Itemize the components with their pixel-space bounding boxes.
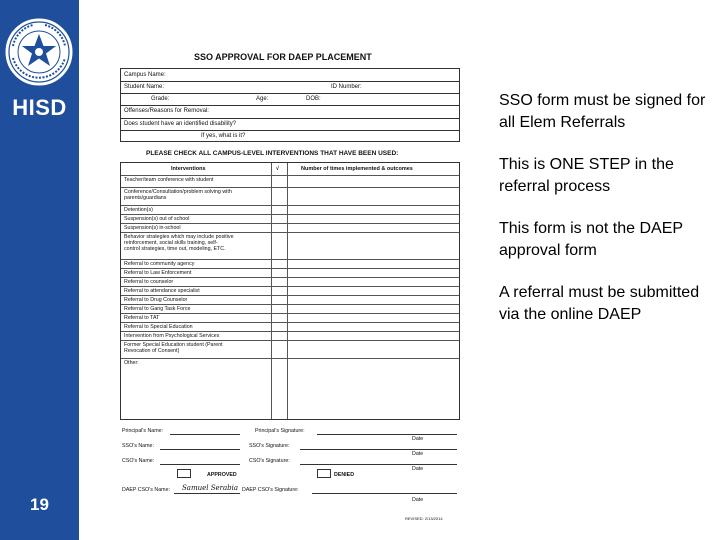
- table-row-divider: [121, 322, 459, 323]
- check-header: √: [276, 166, 280, 172]
- note-item: A referral must be submitted via the online DAEP: [499, 284, 700, 323]
- page-number: 19: [30, 495, 49, 514]
- approved-label: APPROVED: [207, 472, 237, 478]
- intervention-item: Referral to attendance specialist: [124, 288, 200, 294]
- table-row-divider: [121, 205, 459, 206]
- date-label: Date: [412, 497, 424, 503]
- sso-approval-form-image: [112, 46, 468, 540]
- intervention-item: Teacher/team conference with student: [124, 177, 214, 183]
- if-yes-label: If yes, what is it?: [201, 133, 246, 139]
- sso-name-label: SSO's Name:: [122, 443, 154, 449]
- dob-label: DOB:: [306, 96, 321, 102]
- intervention-item: Referral to Gang Task Force: [124, 306, 191, 312]
- principal-name-label: Principal's Name:: [122, 428, 164, 434]
- sso-signature-label: SSO's Signature:: [249, 443, 290, 449]
- date-label: Date: [412, 436, 424, 442]
- table-row-divider: [121, 286, 459, 287]
- campus-label: Campus Name:: [124, 72, 166, 78]
- cso-name-label: CSO's Name:: [122, 458, 155, 464]
- intervention-item: Referral to TAT: [124, 315, 160, 321]
- intervention-item: Detention(s): [124, 207, 153, 213]
- daep-cso-name-label: DAEP CSO's Name:: [122, 487, 171, 493]
- interventions-heading: PLEASE CHECK ALL CAMPUS-LEVEL INTERVENTIONS THAT HAVE BEEN USED:: [146, 150, 399, 157]
- table-row-divider: [121, 340, 459, 341]
- intervention-item: Intervention from Psychological Services: [124, 333, 220, 339]
- date-label: Date: [412, 466, 424, 472]
- date-label: Date: [412, 451, 424, 457]
- notes-list: [499, 90, 714, 346]
- times-header: Number of times implemented & outcomes: [301, 166, 413, 172]
- daep-cso-name-value: Samuel Serabia: [182, 484, 239, 492]
- sidebar: [0, 0, 79, 540]
- table-row-divider: [121, 331, 459, 332]
- table-row-divider: [121, 295, 459, 296]
- table-row-divider: [121, 187, 459, 188]
- intervention-item: Referral to Drug Counselor: [124, 297, 188, 303]
- denied-checkbox: [317, 469, 331, 478]
- revised-note: REVISED: 2/13/2014: [405, 516, 443, 521]
- intervention-item: Referral to community agency: [124, 261, 195, 267]
- table-row-divider: [121, 175, 459, 176]
- table-row-divider: [121, 232, 459, 233]
- table-row-divider: [121, 313, 459, 314]
- form-title: SSO APPROVAL FOR DAEP PLACEMENT: [194, 52, 372, 62]
- approved-checkbox: [177, 469, 191, 478]
- interventions-header: Interventions: [171, 166, 206, 172]
- disability-label: Does student have an identified disability?: [124, 121, 237, 127]
- intervention-item: Former Special Education student (Parent Revocation of Consent): [124, 342, 223, 354]
- table-row-divider: [121, 277, 459, 278]
- denied-label: DENIED: [334, 472, 355, 478]
- student-label: Student Name:: [124, 84, 165, 90]
- intervention-item: Conference/Consultation/problem solving with parents/guardians: [124, 189, 232, 201]
- principal-signature-label: Principal's Signature:: [255, 428, 305, 434]
- table-row-divider: [121, 358, 459, 359]
- intervention-item: Behavior strategies which may include positive reinforcement, social skills training, self- control strategies, time out, modeling, ETC.: [124, 234, 234, 252]
- district-seal-icon: [3, 16, 75, 88]
- cso-signature-label: CSO's Signature:: [249, 458, 290, 464]
- age-label: Age:: [256, 96, 269, 102]
- interventions-table: [120, 162, 460, 420]
- daep-cso-signature-label: DAEP CSO's Signature:: [242, 487, 299, 493]
- table-row-divider: [121, 259, 459, 260]
- student-info-box: [120, 68, 460, 142]
- intervention-item: Referral to counselor: [124, 279, 174, 285]
- table-row-divider: [121, 223, 459, 224]
- intervention-item: Suspension(s) out of school: [124, 216, 190, 222]
- note-item: This form is not the DAEP approval form: [499, 220, 683, 259]
- intervention-item: Suspension(s) in-school: [124, 225, 181, 231]
- table-row-divider: [121, 268, 459, 269]
- note-item: This is ONE STEP in the referral process: [499, 156, 674, 195]
- note-item: SSO form must be signed for all Elem Referrals: [499, 92, 706, 131]
- table-row-divider: [121, 304, 459, 305]
- intervention-item: Referral to Law Enforcement: [124, 270, 192, 276]
- intervention-item: Referral to Special Education: [124, 324, 193, 330]
- id-label: ID Number:: [331, 84, 362, 90]
- table-row-divider: [121, 214, 459, 215]
- intervention-item: Other:: [124, 360, 139, 366]
- org-name: HISD: [12, 95, 67, 120]
- offenses-label: Offenses/Reasons for Removal:: [124, 108, 209, 114]
- grade-label: Grade:: [151, 96, 170, 102]
